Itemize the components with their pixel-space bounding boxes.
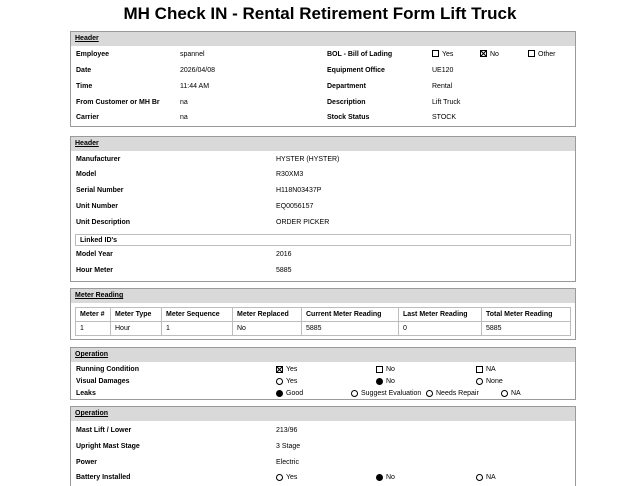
section-header: Header: [71, 137, 575, 151]
section-header: Operation: [71, 348, 575, 362]
visual-yes-radio[interactable]: [276, 378, 283, 385]
bol-other-label: Other: [538, 51, 556, 58]
running-na-checkbox[interactable]: [476, 366, 483, 373]
model-label: Model: [76, 171, 97, 178]
department-label: Department: [327, 83, 366, 90]
table-cell: 5885: [482, 322, 571, 336]
visual-no-radio[interactable]: [376, 378, 383, 385]
stock-status-value: STOCK: [432, 114, 456, 121]
model-year-label: Model Year: [76, 251, 113, 258]
visual-none-label: None: [486, 378, 503, 385]
carrier-label: Carrier: [76, 114, 99, 121]
running-condition-label: Running Condition: [76, 366, 139, 373]
unit-number-label: Unit Number: [76, 203, 118, 210]
table-cell: 0: [399, 322, 482, 336]
battery-na-label: NA: [486, 474, 496, 481]
linked-ids-box: [75, 234, 571, 246]
leaks-suggest-evaluation-radio[interactable]: [351, 390, 358, 397]
column-header: Last Meter Reading: [399, 308, 482, 322]
hour-meter-value: 5885: [276, 267, 292, 274]
section-header: Operation: [71, 407, 575, 421]
table-cell: 5885: [302, 322, 399, 336]
battery-no-label: No: [386, 474, 395, 481]
leaks-good-radio[interactable]: [276, 390, 283, 397]
leaks-good-label: Good: [286, 390, 304, 397]
header-section-equipment: [70, 136, 576, 282]
column-header: Meter Replaced: [233, 308, 302, 322]
section-header: Header: [71, 32, 575, 46]
meter-reading-section: [70, 288, 576, 340]
leaks-label: Leaks: [76, 390, 96, 397]
bol-yes-label: Yes: [442, 51, 454, 58]
employee-value: spannel: [180, 51, 205, 58]
employee-label: Employee: [76, 51, 110, 58]
date-label: Date: [76, 67, 92, 74]
unit-number-value: EQ0056157: [276, 203, 314, 210]
leaks-suggest-evaluation-label: Suggest Evaluation: [361, 390, 422, 397]
carrier-value: na: [180, 114, 188, 121]
time-value: 11:44 AM: [180, 83, 210, 90]
running-na-label: NA: [486, 366, 496, 373]
operation-section-condition: [70, 347, 576, 400]
column-header: Meter #: [76, 308, 111, 322]
unit-description-value: ORDER PICKER: [276, 219, 330, 226]
visual-damages-label: Visual Damages: [76, 378, 130, 385]
mast-lift-label: Mast Lift / Lower: [76, 427, 132, 434]
bol-other-checkbox[interactable]: [528, 50, 535, 57]
operation-section-mast: [70, 406, 576, 486]
leaks-needs-repair-label: Needs Repair: [436, 390, 479, 397]
power-label: Power: [76, 459, 98, 466]
running-no-label: No: [386, 366, 395, 373]
running-no-checkbox[interactable]: [376, 366, 383, 373]
table-cell: 1: [76, 322, 111, 336]
section-header: Meter Reading: [71, 289, 575, 303]
table-cell: Hour: [111, 322, 162, 336]
table-header-row: [76, 308, 571, 322]
stock-status-label: Stock Status: [327, 114, 370, 121]
column-header: Current Meter Reading: [302, 308, 399, 322]
model-value: R30XM3: [276, 171, 304, 178]
running-yes-label: Yes: [286, 366, 298, 373]
header-section-general: [70, 31, 576, 127]
mast-lift-value: 213/96: [276, 427, 298, 434]
table-cell: No: [233, 322, 302, 336]
leaks-na-label: NA: [511, 390, 521, 397]
bol-label: BOL - Bill of Lading: [327, 51, 393, 58]
table-row: [76, 322, 571, 336]
from-customer-value: na: [180, 99, 188, 106]
column-header: Meter Type: [111, 308, 162, 322]
form-title: MH Check IN - Rental Retirement Form Lift Truck: [123, 4, 517, 23]
date-value: 2026/04/08: [180, 67, 216, 74]
time-label: Time: [76, 83, 93, 90]
battery-installed-label: Battery Installed: [76, 474, 131, 481]
equipment-office-value: UE120: [432, 67, 454, 74]
upright-mast-stage-label: Upright Mast Stage: [76, 443, 140, 450]
from-customer-label: From Customer or MH Br: [76, 99, 160, 106]
serial-number-value: H118N03437P: [276, 187, 322, 194]
table-cell: 1: [162, 322, 233, 336]
equipment-office-label: Equipment Office: [327, 67, 385, 74]
column-header: Meter Sequence: [162, 308, 233, 322]
visual-yes-label: Yes: [286, 378, 298, 385]
battery-yes-label: Yes: [286, 474, 298, 481]
linked-ids-label: Linked ID's: [80, 237, 118, 244]
description-value: Lift Truck: [432, 99, 461, 106]
description-label: Description: [327, 99, 366, 106]
leaks-needs-repair-radio[interactable]: [426, 390, 433, 397]
visual-no-label: No: [386, 378, 395, 385]
running-yes-checkbox[interactable]: [276, 366, 283, 373]
column-header: Total Meter Reading: [482, 308, 571, 322]
department-value: Rental: [432, 83, 453, 90]
leaks-na-radio[interactable]: [501, 390, 508, 397]
upright-mast-stage-value: 3 Stage: [276, 443, 301, 450]
model-year-value: 2016: [276, 251, 292, 258]
manufacturer-label: Manufacturer: [76, 156, 121, 163]
manufacturer-value: HYSTER (HYSTER): [276, 156, 340, 163]
serial-number-label: Serial Number: [76, 187, 124, 194]
power-value: Electric: [276, 459, 299, 466]
bol-yes-checkbox[interactable]: [432, 50, 439, 57]
bol-no-checkbox[interactable]: [480, 50, 487, 57]
hour-meter-label: Hour Meter: [76, 267, 113, 274]
unit-description-label: Unit Description: [76, 219, 131, 226]
visual-none-radio[interactable]: [476, 378, 483, 385]
meter-table: [75, 307, 571, 336]
bol-no-label: No: [490, 51, 499, 58]
